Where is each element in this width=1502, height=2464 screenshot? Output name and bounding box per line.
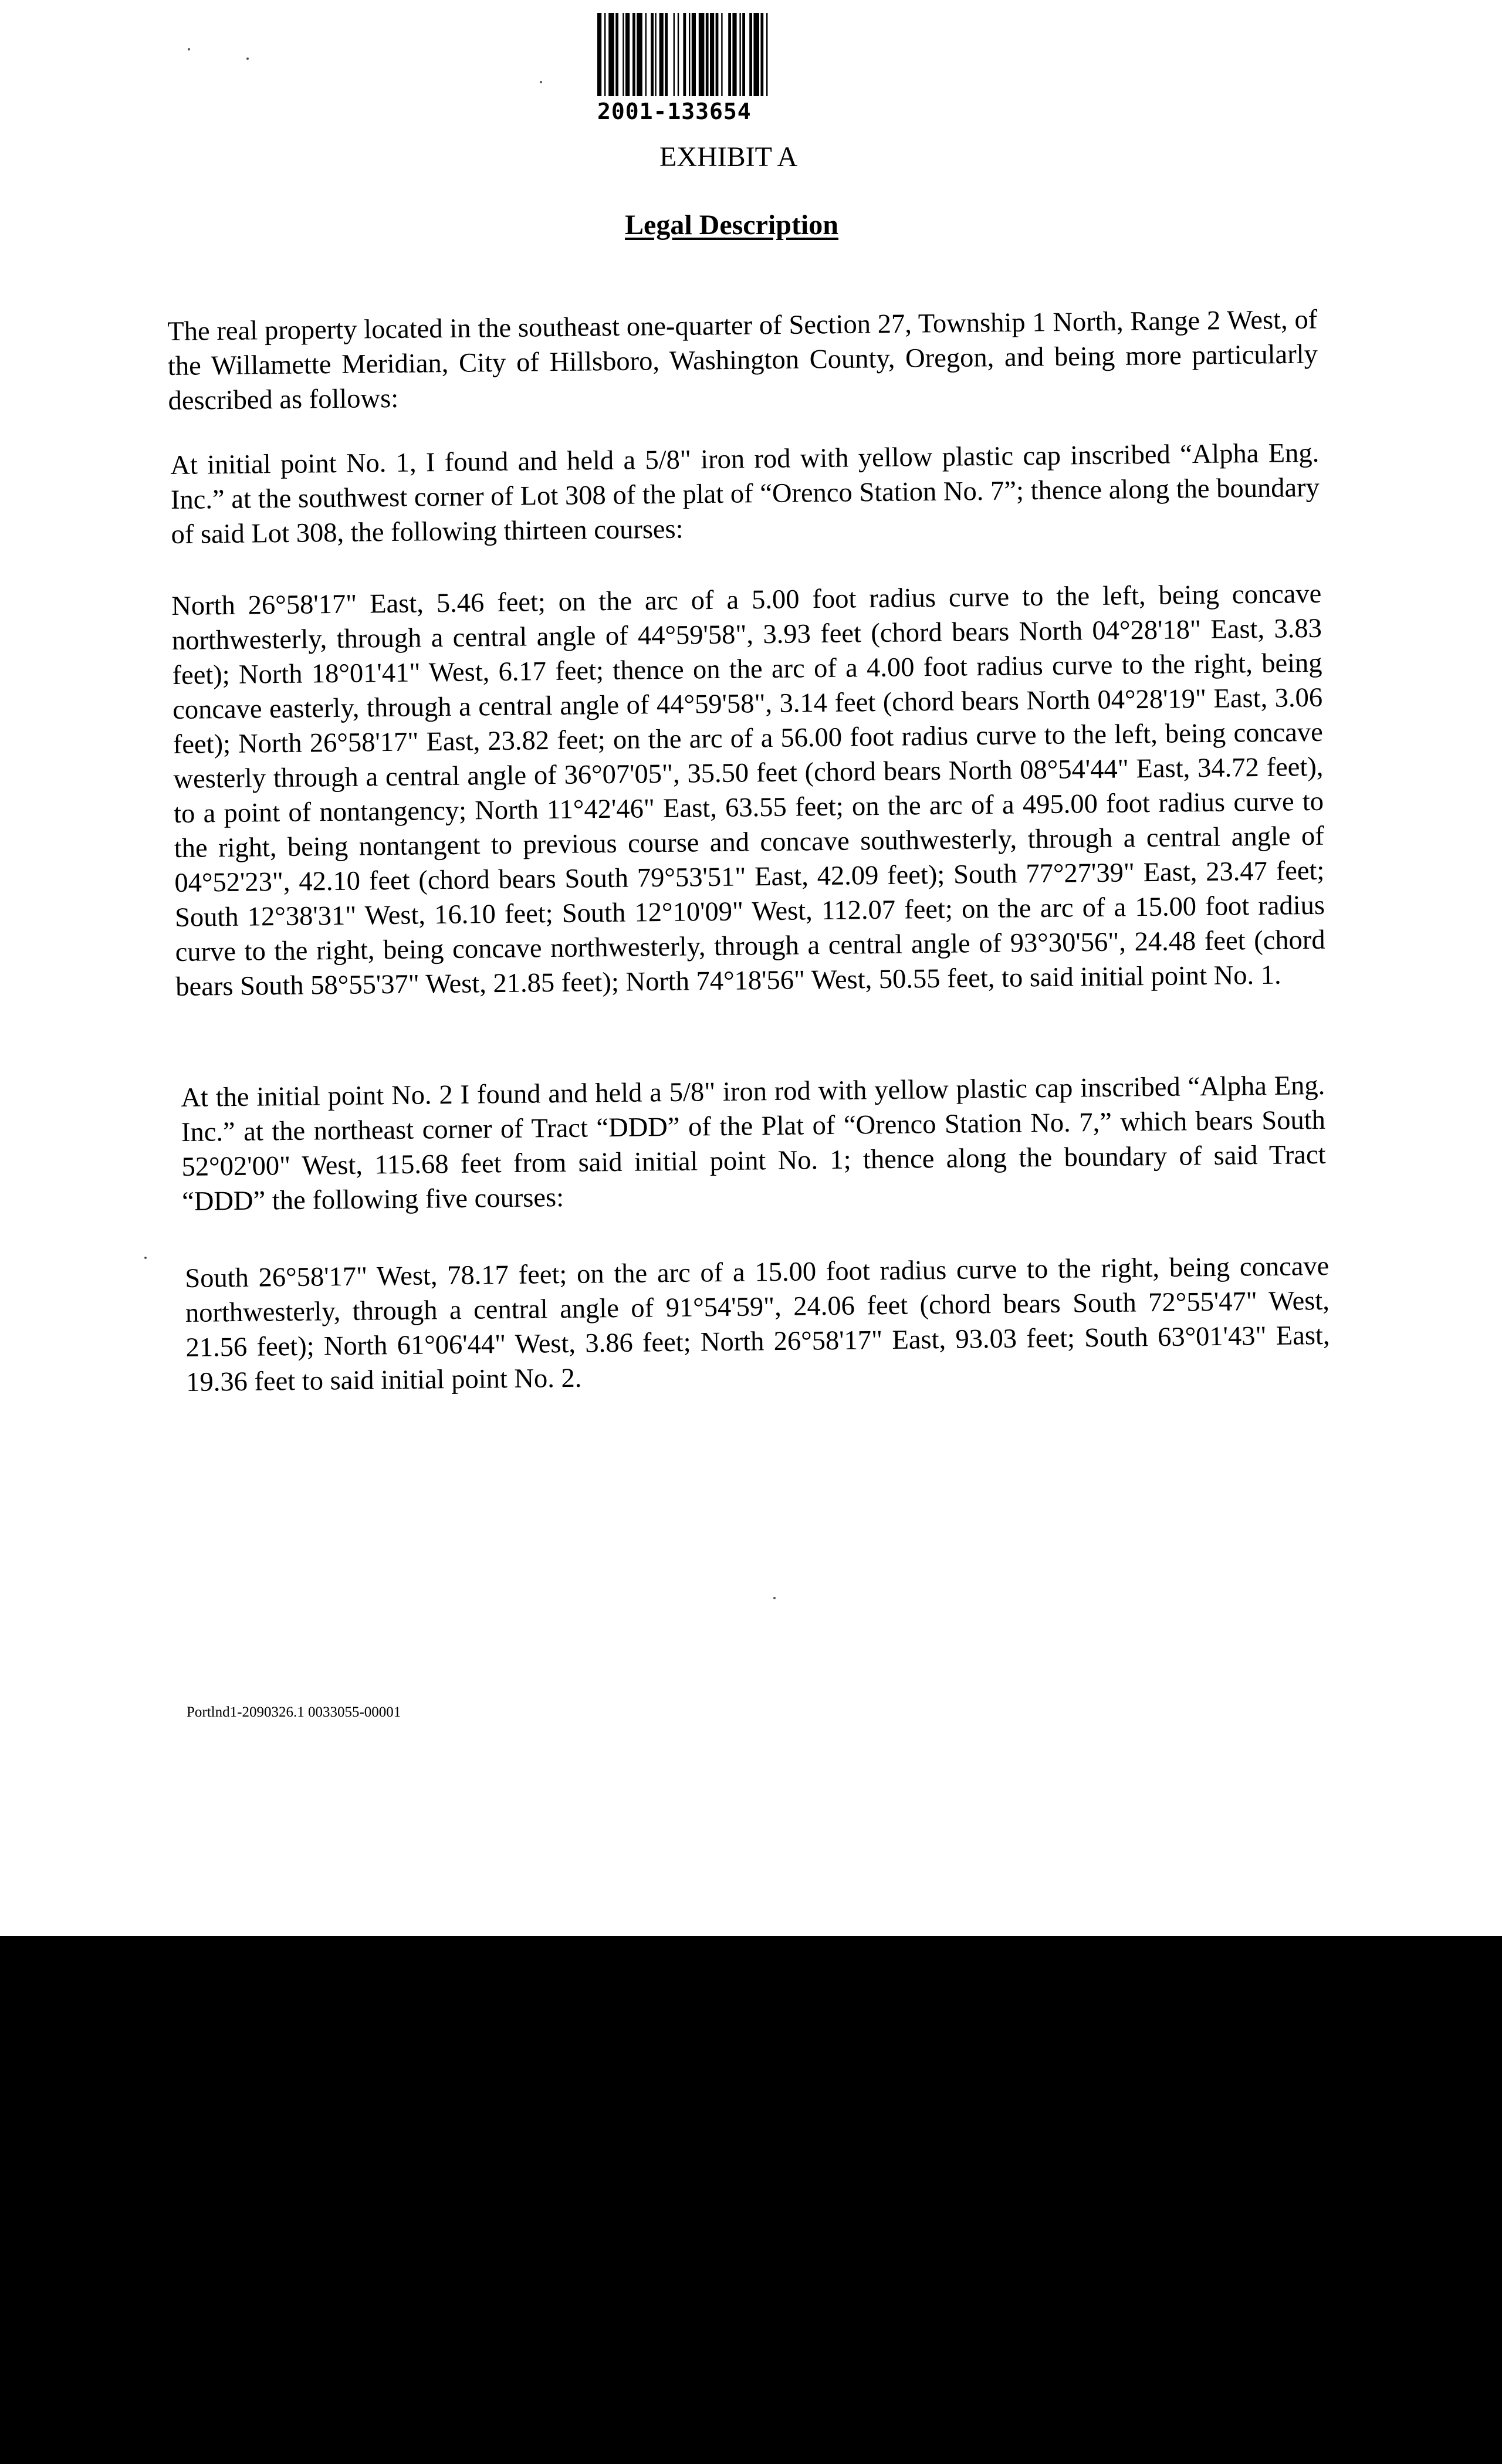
barcode-bar [710, 13, 714, 96]
barcode-bar [678, 13, 679, 96]
scan-speck [540, 81, 542, 83]
barcode-bar [732, 13, 736, 96]
scan-speck [188, 48, 190, 50]
exhibit-title: EXHIBIT A [659, 141, 798, 172]
barcode [597, 13, 866, 96]
barcode-bar [674, 13, 675, 96]
barcode-bar [749, 13, 752, 96]
barcode-bar [760, 13, 763, 96]
barcode-bar [655, 13, 656, 96]
barcode-bar [753, 13, 759, 96]
barcode-number: 2001-133654 [597, 99, 752, 124]
barcode-bar [683, 13, 686, 96]
barcode-bar [632, 13, 635, 96]
scan-speck [246, 57, 249, 60]
barcode-bar [766, 13, 767, 96]
paragraph-initial-point-1: At initial point No. 1, I found and held a 5/8" iron rod with yellow plastic cap inscribed “Alpha Eng. Inc.” at the southwest corner of Lot 308 of the plat of “Orenco Station No. 7”; thence along the boundary of said Lot 308, the following thirteen courses: [170, 438, 1320, 550]
barcode-bar [689, 13, 690, 96]
barcode-bar [659, 13, 664, 96]
barcode-bar [615, 13, 618, 96]
barcode-bar [651, 13, 654, 96]
barcode-bar [742, 13, 745, 96]
document-footer-reference: Portlnd1-2090326.1 0033055-00001 [187, 1704, 401, 1720]
barcode-bar [604, 13, 605, 96]
barcode-bar [625, 13, 630, 96]
barcode-bar [706, 13, 709, 96]
paragraph-lot-courses: North 26°58'17" East, 5.46 feet; on the arc of a 5.00 foot radius curve to the left, being concave northwesterly, through a central angle of 44°59'58", 3.93 feet (chord bears North 04°28'18" East, 3.83 feet); North 18°01'41" West, 6.17 feet; thence on the arc of a 4.00 foot radius curve to the right, being concave easterly, through a central angle of 44°59'58", 3.14 feet (chord bears North 04°28'19" East, 3.06 feet); North 26°58'17" East, 23.82 feet; on the arc of a 56.00 foot radius curve to the left, being concave westerly through a central angle of 36°07'05", 35.50 feet (chord bears North 08°54'44" East, 34.72 feet), to a point of nontangency; North 11°42'46" East, 63.55 feet; on the arc of a 495.00 foot radius curve to the right, being nontangent to previous course and concave southwesterly, through a central angle of 04°52'23", 42.10 feet (chord bears South 79°53'51" East, 42.09 feet); South 77°27'39" East, 23.47 feet; South 12°38'31" West, 16.10 feet; South 12°10'09" West, 112.07 feet; on the arc of a 15.00 foot radius curve to the right, being concave northwesterly, through a central angle of 93°30'56", 24.48 feet (chord bears South 58°55'37" West, 21.85 feet); North 74°18'56" West, 50.55 feet, to said initial point No. 1. [171, 578, 1325, 1002]
barcode-bar [716, 13, 719, 96]
barcode-bar [637, 13, 642, 96]
barcode-bar [645, 13, 647, 96]
barcode-bar [721, 13, 722, 96]
barcode-bar [623, 13, 624, 96]
barcode-bar [692, 13, 696, 96]
barcode-bar [728, 13, 731, 96]
section-heading: Legal Description [625, 209, 838, 241]
paragraph-initial-point-2: At the initial point No. 2 I found and held a 5/8" iron rod with yellow plastic cap inscribed “Alpha Eng. Inc.” at the northeast corner of Tract “DDD” of the Plat of “Orenco Station No. 7,” which bears South 52°02'00" West, 115.68 feet from said initial point No. 1; thence along the boundary of said Tract “DDD” the following five courses: [181, 1070, 1326, 1217]
barcode-bar [597, 13, 601, 96]
scan-speck [773, 1597, 776, 1599]
barcode-bar [699, 13, 705, 96]
paragraph-property-location: The real property located in the southeast one-quarter of Section 27, Township 1 North, Range 2 West, of the Willamette Meridian, City of Hillsboro, Washington County, Oregon, and being more particularly described as follows: [167, 304, 1318, 416]
paragraph-tract-courses: South 26°58'17" West, 78.17 feet; on the arc of a 15.00 foot radius curve to the right, being concave northwesterly, through a central angle of 91°54'59", 24.06 feet (chord bears South 72°55'47" West, 21.56 feet); North 61°06'44" West, 3.86 feet; North 26°58'17" East, 93.03 feet; South 63°01'43" East, 19.36 feet to said initial point No. 2. [185, 1251, 1330, 1397]
scan-speck [144, 1257, 147, 1259]
barcode-bar [665, 13, 668, 96]
barcode-bar [739, 13, 740, 96]
barcode-bar [608, 13, 614, 96]
